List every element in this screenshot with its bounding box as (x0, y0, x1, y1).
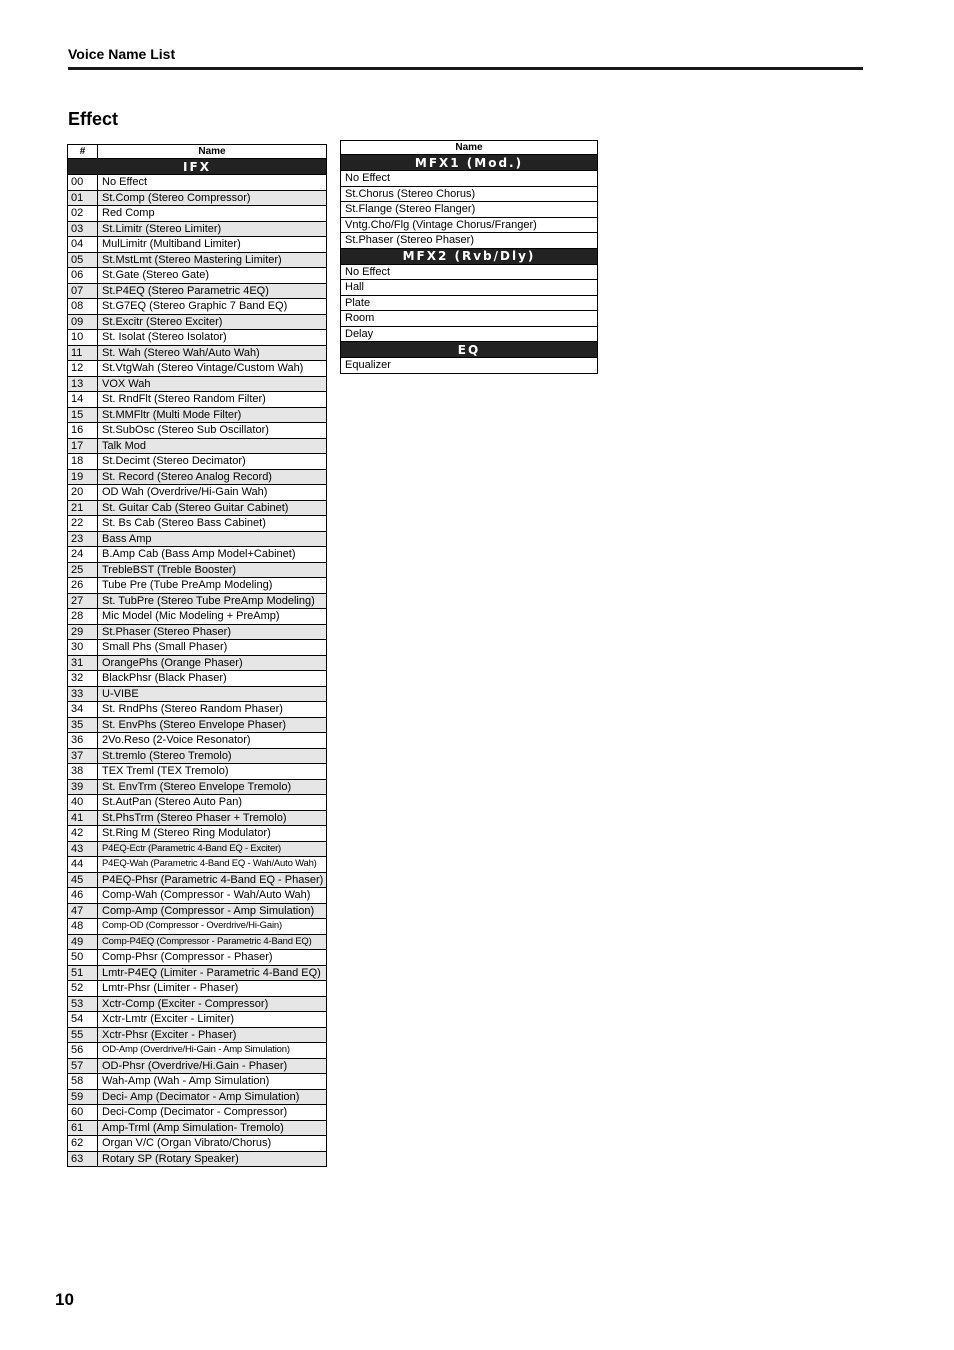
effect-number: 17 (68, 438, 98, 454)
effect-name: Amp-Trml (Amp Simulation- Tremolo) (98, 1120, 327, 1136)
table-row (68, 748, 327, 764)
effect-number: 22 (68, 516, 98, 532)
effect-number: 56 (68, 1043, 98, 1059)
effect-name: St. RndPhs (Stereo Random Phaser) (98, 702, 327, 718)
effect-number: 08 (68, 299, 98, 315)
table-row (68, 733, 327, 749)
effect-number: 33 (68, 686, 98, 702)
table-row (341, 264, 598, 280)
effect-name: Comp-Amp (Compressor - Amp Simulation) (98, 903, 327, 919)
effect-name: St. Guitar Cab (Stereo Guitar Cabinet) (98, 500, 327, 516)
effect-number: 00 (68, 175, 98, 191)
table-row (341, 233, 598, 249)
table-row (68, 1105, 327, 1121)
effect-number: 19 (68, 469, 98, 485)
effect-number: 58 (68, 1074, 98, 1090)
table-row (68, 206, 327, 222)
effect-name: St.Comp (Stereo Compressor) (98, 190, 327, 206)
effect-name: St.VtgWah (Stereo Vintage/Custom Wah) (98, 361, 327, 377)
table-row (68, 795, 327, 811)
table-row (68, 779, 327, 795)
table-row (68, 841, 327, 857)
effect-number: 57 (68, 1058, 98, 1074)
effect-name: St.tremlo (Stereo Tremolo) (98, 748, 327, 764)
effect-name: St.AutPan (Stereo Auto Pan) (98, 795, 327, 811)
table-row (68, 562, 327, 578)
effect-name: St.Excitr (Stereo Exciter) (98, 314, 327, 330)
table-row (68, 1074, 327, 1090)
effect-name: OrangePhs (Orange Phaser) (98, 655, 327, 671)
table-row (68, 1043, 327, 1059)
table-row (68, 872, 327, 888)
mfx-band-label: EQ (341, 342, 598, 358)
effect-name: St. EnvPhs (Stereo Envelope Phaser) (98, 717, 327, 733)
table-row (68, 578, 327, 594)
table-row (68, 175, 327, 191)
table-row (68, 996, 327, 1012)
effect-number: 55 (68, 1027, 98, 1043)
effect-name: MulLimitr (Multiband Limiter) (98, 237, 327, 253)
effect-name: Xctr-Lmtr (Exciter - Limiter) (98, 1012, 327, 1028)
effect-number: 63 (68, 1151, 98, 1167)
effect-number: 01 (68, 190, 98, 206)
effect-number: 40 (68, 795, 98, 811)
effect-number: 62 (68, 1136, 98, 1152)
table-row (68, 624, 327, 640)
effect-name: OD Wah (Overdrive/Hi-Gain Wah) (98, 485, 327, 501)
effect-name: St.Phaser (Stereo Phaser) (98, 624, 327, 640)
effect-number: 05 (68, 252, 98, 268)
effect-name: Small Phs (Small Phaser) (98, 640, 327, 656)
effect-number: 35 (68, 717, 98, 733)
effect-name: P4EQ-Wah (Parametric 4-Band EQ - Wah/Auto Wah) (98, 857, 327, 873)
table-row (68, 283, 327, 299)
effect-name: No Effect (341, 264, 598, 280)
mfx-table (340, 140, 598, 374)
effect-number: 20 (68, 485, 98, 501)
table-row (68, 500, 327, 516)
table-row (68, 671, 327, 687)
table-row (68, 1151, 327, 1167)
effect-number: 44 (68, 857, 98, 873)
table-row (68, 423, 327, 439)
effect-name: St. Isolat (Stereo Isolator) (98, 330, 327, 346)
table-row (68, 237, 327, 253)
effect-number: 59 (68, 1089, 98, 1105)
table-row (68, 392, 327, 408)
effect-number: 53 (68, 996, 98, 1012)
effect-name: Comp-OD (Compressor - Overdrive/Hi-Gain) (98, 919, 327, 935)
table-row (68, 1136, 327, 1152)
effect-name: Comp-P4EQ (Compressor - Parametric 4-Band EQ) (98, 934, 327, 950)
effect-number: 31 (68, 655, 98, 671)
mfx-band-row (341, 342, 598, 358)
table-row (68, 531, 327, 547)
effect-name: Room (341, 311, 598, 327)
effect-number: 15 (68, 407, 98, 423)
effect-name: Plate (341, 295, 598, 311)
ifx-header-row (68, 145, 327, 159)
effect-number: 36 (68, 733, 98, 749)
effect-name: Xctr-Comp (Exciter - Compressor) (98, 996, 327, 1012)
effect-number: 46 (68, 888, 98, 904)
effect-number: 49 (68, 934, 98, 950)
mfx-band-label: MFX1 (Mod.) (341, 155, 598, 171)
effect-name: Tube Pre (Tube PreAmp Modeling) (98, 578, 327, 594)
table-row (68, 934, 327, 950)
table-row (68, 888, 327, 904)
effect-name: TEX Treml (TEX Tremolo) (98, 764, 327, 780)
effect-number: 16 (68, 423, 98, 439)
effect-name: P4EQ-Ectr (Parametric 4-Band EQ - Exciter) (98, 841, 327, 857)
effect-number: 39 (68, 779, 98, 795)
table-row (68, 810, 327, 826)
effect-name: Equalizer (341, 358, 598, 374)
effect-number: 10 (68, 330, 98, 346)
effect-name: Mic Model (Mic Modeling + PreAmp) (98, 609, 327, 625)
effect-name: St.Phaser (Stereo Phaser) (341, 233, 598, 249)
table-row (68, 469, 327, 485)
effect-number: 37 (68, 748, 98, 764)
table-row (68, 485, 327, 501)
table-row (68, 454, 327, 470)
section-title: Effect (68, 109, 119, 129)
effect-number: 43 (68, 841, 98, 857)
effect-number: 03 (68, 221, 98, 237)
table-row (68, 1120, 327, 1136)
table-row (68, 376, 327, 392)
table-row (68, 330, 327, 346)
table-row (341, 358, 598, 374)
effect-name: BlackPhsr (Black Phaser) (98, 671, 327, 687)
table-row (68, 965, 327, 981)
effect-number: 38 (68, 764, 98, 780)
table-row (68, 221, 327, 237)
effect-number: 07 (68, 283, 98, 299)
effect-name: St.Chorus (Stereo Chorus) (341, 186, 598, 202)
ifx-band-row (68, 159, 327, 175)
effect-name: Comp-Wah (Compressor - Wah/Auto Wah) (98, 888, 327, 904)
effect-name: Lmtr-Phsr (Limiter - Phaser) (98, 981, 327, 997)
effect-name: 2Vo.Reso (2-Voice Resonator) (98, 733, 327, 749)
ifx-col-name: Name (98, 145, 327, 159)
effect-number: 02 (68, 206, 98, 222)
effect-number: 42 (68, 826, 98, 842)
table-row (341, 202, 598, 218)
table-row (341, 280, 598, 296)
effect-name: U-VIBE (98, 686, 327, 702)
table-row (68, 981, 327, 997)
table-row (68, 609, 327, 625)
effect-name: P4EQ-Phsr (Parametric 4-Band EQ - Phaser) (98, 872, 327, 888)
effect-number: 60 (68, 1105, 98, 1121)
effect-number: 48 (68, 919, 98, 935)
effect-number: 50 (68, 950, 98, 966)
effect-number: 27 (68, 593, 98, 609)
effect-name: St.Flange (Stereo Flanger) (341, 202, 598, 218)
effect-name: St. EnvTrm (Stereo Envelope Tremolo) (98, 779, 327, 795)
mfx-band-label: MFX2 (Rvb/Dly) (341, 248, 598, 264)
effect-number: 04 (68, 237, 98, 253)
effect-number: 25 (68, 562, 98, 578)
running-header: Voice Name List (68, 46, 176, 62)
effect-name: Organ V/C (Organ Vibrato/Chorus) (98, 1136, 327, 1152)
table-row (68, 1012, 327, 1028)
table-row (68, 361, 327, 377)
table-row (68, 593, 327, 609)
table-row (68, 919, 327, 935)
table-row (68, 717, 327, 733)
table-row (341, 171, 598, 187)
page-number: 10 (55, 1290, 74, 1309)
table-row (68, 547, 327, 563)
effect-name: St. RndFlt (Stereo Random Filter) (98, 392, 327, 408)
effect-number: 61 (68, 1120, 98, 1136)
mfx-band-row (341, 155, 598, 171)
effect-number: 51 (68, 965, 98, 981)
effect-name: Lmtr-P4EQ (Limiter - Parametric 4-Band EQ) (98, 965, 327, 981)
effect-number: 09 (68, 314, 98, 330)
ifx-col-number: # (68, 145, 98, 159)
effect-name: St. Bs Cab (Stereo Bass Cabinet) (98, 516, 327, 532)
table-row (68, 950, 327, 966)
table-row (68, 268, 327, 284)
mfx-header-row (341, 141, 598, 155)
table-row (68, 407, 327, 423)
effect-name: St. Wah (Stereo Wah/Auto Wah) (98, 345, 327, 361)
table-row (68, 516, 327, 532)
effect-number: 41 (68, 810, 98, 826)
effect-number: 11 (68, 345, 98, 361)
mfx-band-row (341, 248, 598, 264)
effect-name: Vntg.Cho/Flg (Vintage Chorus/Franger) (341, 217, 598, 233)
effect-name: OD-Phsr (Overdrive/Hi.Gain - Phaser) (98, 1058, 327, 1074)
effect-name: St.P4EQ (Stereo Parametric 4EQ) (98, 283, 327, 299)
header-rule (68, 67, 863, 70)
table-row (341, 186, 598, 202)
effect-number: 14 (68, 392, 98, 408)
effect-name: St.Gate (Stereo Gate) (98, 268, 327, 284)
effect-name: Comp-Phsr (Compressor - Phaser) (98, 950, 327, 966)
effect-number: 24 (68, 547, 98, 563)
effect-name: St.MstLmt (Stereo Mastering Limiter) (98, 252, 327, 268)
table-row (68, 655, 327, 671)
table-row (68, 345, 327, 361)
table-row (68, 252, 327, 268)
table-row (68, 903, 327, 919)
table-row (68, 764, 327, 780)
effect-name: St.Decimt (Stereo Decimator) (98, 454, 327, 470)
effect-name: TrebleBST (Treble Booster) (98, 562, 327, 578)
table-row (68, 640, 327, 656)
effect-number: 34 (68, 702, 98, 718)
effect-name: St.Ring M (Stereo Ring Modulator) (98, 826, 327, 842)
table-row (68, 1089, 327, 1105)
table-row (341, 217, 598, 233)
effect-name: Xctr-Phsr (Exciter - Phaser) (98, 1027, 327, 1043)
effect-name: Bass Amp (98, 531, 327, 547)
effect-number: 21 (68, 500, 98, 516)
effect-name: St.G7EQ (Stereo Graphic 7 Band EQ) (98, 299, 327, 315)
effect-number: 29 (68, 624, 98, 640)
table-row (341, 311, 598, 327)
effect-name: B.Amp Cab (Bass Amp Model+Cabinet) (98, 547, 327, 563)
effect-name: Wah-Amp (Wah - Amp Simulation) (98, 1074, 327, 1090)
effect-name: OD-Amp (Overdrive/Hi-Gain - Amp Simulation) (98, 1043, 327, 1059)
table-row (68, 299, 327, 315)
effect-number: 32 (68, 671, 98, 687)
effect-name: No Effect (341, 171, 598, 187)
effect-number: 18 (68, 454, 98, 470)
effect-number: 45 (68, 872, 98, 888)
effect-name: Deci-Comp (Decimator - Compressor) (98, 1105, 327, 1121)
effect-name: Talk Mod (98, 438, 327, 454)
effect-name: St. TubPre (Stereo Tube PreAmp Modeling) (98, 593, 327, 609)
effect-name: Red Comp (98, 206, 327, 222)
table-row (68, 314, 327, 330)
effect-name: Deci- Amp (Decimator - Amp Simulation) (98, 1089, 327, 1105)
table-row (68, 686, 327, 702)
table-row (68, 826, 327, 842)
table-row (341, 295, 598, 311)
effect-number: 28 (68, 609, 98, 625)
effect-number: 13 (68, 376, 98, 392)
effect-number: 06 (68, 268, 98, 284)
effect-number: 23 (68, 531, 98, 547)
effect-number: 26 (68, 578, 98, 594)
effect-name: St.PhsTrm (Stereo Phaser + Tremolo) (98, 810, 327, 826)
effect-name: Delay (341, 326, 598, 342)
ifx-table (67, 144, 327, 1167)
table-row (68, 702, 327, 718)
table-row (68, 438, 327, 454)
effect-name: St.MMFltr (Multi Mode Filter) (98, 407, 327, 423)
mfx-col-name: Name (341, 141, 598, 155)
effect-name: St.Limitr (Stereo Limiter) (98, 221, 327, 237)
effect-number: 12 (68, 361, 98, 377)
table-row (68, 1058, 327, 1074)
table-row (341, 326, 598, 342)
ifx-band-label: IFX (68, 159, 327, 175)
effect-name: St.SubOsc (Stereo Sub Oscillator) (98, 423, 327, 439)
effect-name: VOX Wah (98, 376, 327, 392)
effect-number: 52 (68, 981, 98, 997)
effect-name: No Effect (98, 175, 327, 191)
table-row (68, 1027, 327, 1043)
table-row (68, 190, 327, 206)
effect-name: Rotary SP (Rotary Speaker) (98, 1151, 327, 1167)
effect-number: 54 (68, 1012, 98, 1028)
table-row (68, 857, 327, 873)
effect-number: 30 (68, 640, 98, 656)
effect-name: St. Record (Stereo Analog Record) (98, 469, 327, 485)
effect-name: Hall (341, 280, 598, 296)
effect-number: 47 (68, 903, 98, 919)
